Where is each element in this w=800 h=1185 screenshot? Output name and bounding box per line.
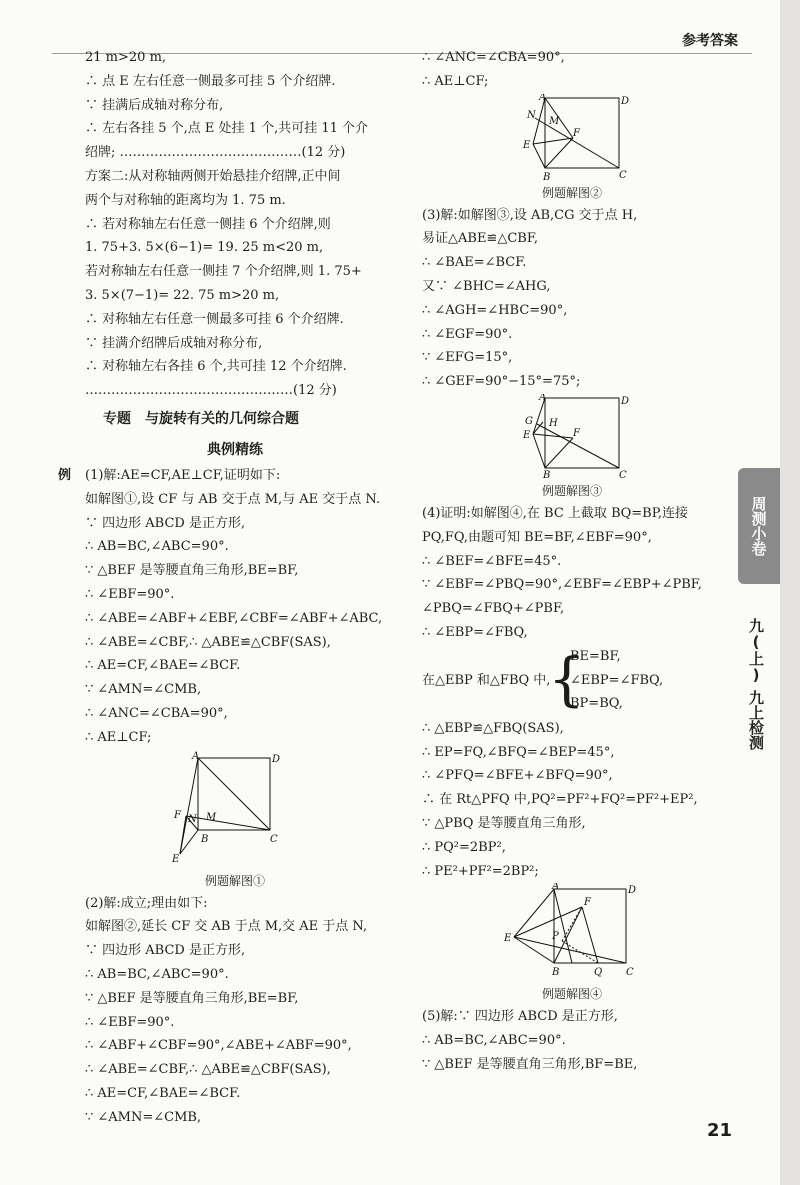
fig1-label: D — [272, 753, 281, 765]
fig4-label: C — [626, 967, 634, 979]
section-title: 专题 与旋转有关的几何综合题 — [103, 410, 299, 427]
text-line: ∴ 若对称轴左右任意一侧挂 6 个介绍牌,则 — [85, 216, 331, 232]
text-line: ∴ ∠EGF=90°. — [422, 326, 513, 342]
fig2-label: E — [523, 139, 531, 151]
fig1-label: F — [174, 809, 181, 821]
page-number: 21 — [707, 1120, 733, 1141]
text-line: ∴ AB=BC,∠ABC=90°. — [422, 1033, 566, 1049]
text-line: ∴ AE⊥CF; — [85, 729, 152, 745]
system-prefix: 在△EBP 和△FBQ 中, — [422, 672, 551, 688]
figure-4-drawing — [502, 883, 642, 983]
system-line: BP=BQ, — [570, 696, 623, 712]
fig3-label: C — [619, 469, 627, 480]
text-line: ∴ AE=CF,∠BAE=∠BCF. — [85, 658, 241, 674]
figure-1 — [85, 750, 385, 892]
fig1-label: C — [270, 833, 278, 845]
text-line: 绍牌; ……………………………………(12 分) — [85, 145, 346, 161]
text-line: ∴ AE⊥CF; — [422, 73, 489, 89]
text-line: (3)解:如解图③,设 AB,CG 交于点 H, — [422, 207, 638, 223]
text-line: ∴ ∠ANC=∠CBA=90°, — [422, 50, 565, 65]
text-line: 又∵ ∠BHC=∠AHG, — [422, 278, 551, 294]
fig2-label: B — [543, 171, 551, 182]
fig3-label: E — [523, 429, 531, 441]
text-line: 若对称轴左右任意一侧挂 7 个介绍牌,则 1. 75+ — [85, 264, 362, 280]
text-line: ∴ ∠ABE=∠CBF,∴ △ABE≌△CBF(SAS), — [85, 634, 331, 650]
figure-3 — [422, 394, 722, 502]
text-line: ∴ PE²+PF²=2BP²; — [422, 863, 539, 879]
text-line: ∵ 挂满后成轴对称分布, — [85, 97, 224, 113]
fig4-label: F — [584, 897, 591, 909]
fig4-label: D — [628, 885, 637, 897]
fig2-label: N — [527, 109, 536, 121]
fig3-label: H — [549, 417, 558, 429]
fig1-label: A — [192, 750, 200, 762]
text-line: 易证△ABE≌△CBF, — [422, 231, 538, 247]
text-line: 两个与对称轴的距离均为 1. 75 m. — [85, 192, 286, 208]
left-lines-c — [85, 892, 385, 1130]
fig1-label: E — [172, 853, 180, 865]
fig3-label: G — [525, 415, 533, 427]
fig2-label: M — [549, 115, 560, 127]
figure-1-drawing — [160, 750, 310, 870]
text-line: 如解图①,设 CF 与 AB 交于点 M,与 AE 交于点 N. — [85, 491, 381, 507]
figure-3-drawing — [507, 394, 637, 480]
fig3-label: F — [573, 427, 580, 439]
page-edge — [780, 0, 800, 1185]
text-line: ∵ △BEF 是等腰直角三角形,BF=BE, — [422, 1056, 638, 1072]
text-line: 21 m>20 m, — [85, 50, 167, 65]
figure-4-caption: 例题解图④ — [541, 987, 602, 1002]
fig3-label: D — [621, 395, 630, 407]
text-line: ∵ ∠EBF=∠PBQ=90°,∠EBF=∠EBP+∠PBF, — [422, 577, 702, 593]
text-line: ∴ AB=BC,∠ABC=90°. — [85, 966, 229, 982]
figure-4 — [422, 883, 722, 1005]
fig3-label: B — [543, 469, 551, 480]
text-line: ∴ 点 E 左右任意一侧最多可挂 5 个介绍牌. — [85, 73, 336, 89]
text-line: ∵ ∠EFG=15°, — [422, 350, 513, 366]
left-lines-b — [85, 464, 385, 750]
example-marker: 例 — [58, 468, 72, 483]
text-line: ∴ PQ²=2BP², — [422, 839, 506, 855]
fig3-label: A — [539, 393, 547, 403]
fig1-label: N — [188, 813, 197, 825]
text-line: PQ,FQ,由题可知 BE=BF,∠EBF=90°, — [422, 529, 652, 545]
text-line: ∴ ∠ABF+∠CBF=90°,∠ABE+∠ABF=90°, — [85, 1038, 352, 1054]
fig1-label: M — [206, 811, 217, 823]
fig4-label: B — [552, 967, 560, 979]
text-line: ∴ EP=FQ,∠BFQ=∠BEP=45°, — [422, 744, 615, 760]
figure-2-drawing — [507, 94, 637, 182]
text-line: 1. 75+3. 5×(6−1)= 19. 25 m<20 m, — [85, 240, 324, 256]
text-line: ∴ ∠BEF=∠BFE=45°. — [422, 553, 562, 569]
fig4-label: E — [504, 933, 512, 945]
text-line: ∵ 四边形 ABCD 是正方形, — [85, 943, 246, 959]
text-line: ∴ ∠ABE=∠CBF,∴ △ABE≌△CBF(SAS), — [85, 1062, 331, 1078]
text-line: ∴ 在 Rt△PFQ 中,PQ²=PF²+FQ²=PF²+EP², — [422, 792, 698, 808]
text-line: ∴ ∠ABE=∠ABF+∠EBF,∠CBF=∠ABF+∠ABC, — [85, 610, 383, 626]
text-line: ∵ 四边形 ABCD 是正方形, — [85, 515, 246, 531]
system-line: ∠EBP=∠FBQ, — [570, 672, 664, 688]
text-line: ∵ ∠AMN=∠CMB, — [85, 682, 202, 698]
text-line: ∴ ∠EBF=90°. — [85, 586, 175, 602]
system-line: BE=BF, — [570, 648, 621, 664]
text-line: ∴ 对称轴左右任意一侧最多可挂 6 个介绍牌. — [85, 311, 344, 327]
text-line: ∴ 左右各挂 5 个,点 E 处挂 1 个,共可挂 11 个介 — [85, 121, 369, 137]
text-line: (2)解:成立;理由如下: — [85, 895, 208, 911]
text-line: ∴ ∠BAE=∠BCF. — [422, 255, 527, 271]
text-line: ∴ 对称轴左右各挂 6 个,共可挂 12 个介绍牌. — [85, 359, 347, 375]
text-line: 如解图②,延长 CF 交 AB 于点 M,交 AE 于点 N, — [85, 919, 368, 935]
text-line: ∴ ∠EBP=∠FBQ, — [422, 624, 528, 640]
equation-system — [422, 645, 722, 717]
fig4-label: A — [552, 883, 560, 893]
figure-1-caption: 例题解图① — [204, 873, 265, 888]
right-column — [422, 46, 722, 1077]
text-line: ∠PBQ=∠FBQ+∠PBF, — [422, 601, 565, 617]
side-text-grade: 九(上) — [747, 618, 765, 684]
text-line: 方案二:从对称轴两侧开始悬挂介绍牌,正中间 — [85, 168, 341, 184]
side-tab[interactable]: 周测小卷 — [738, 468, 780, 584]
text-line: (1)解:AE=CF,AE⊥CF,证明如下: — [85, 467, 281, 483]
left-lines-a — [85, 46, 385, 403]
page-header — [0, 8, 780, 49]
right-lines-e — [422, 1005, 722, 1076]
text-line: 3. 5×(7−1)= 22. 75 m>20 m, — [85, 287, 280, 303]
fig2-label: A — [539, 93, 547, 103]
text-line: ∴ AB=BC,∠ABC=90°. — [85, 539, 229, 555]
header-label: 参考答案 — [682, 33, 738, 49]
text-line: (4)证明:如解图④,在 BC 上截取 BQ=BP,连接 — [422, 505, 688, 521]
fig4-label: Q — [594, 967, 603, 979]
text-line: …………………………………………(12 分) — [85, 383, 337, 399]
fig4-label: P — [552, 931, 559, 943]
section-subtitle: 典例精练 — [207, 441, 263, 458]
text-line: ∵ 挂满介绍牌后成轴对称分布, — [85, 335, 263, 351]
fig2-label: C — [619, 169, 627, 181]
text-line: ∴ ∠AGH=∠HBC=90°, — [422, 302, 568, 318]
text-line: (5)解:∵ 四边形 ABCD 是正方形, — [422, 1009, 618, 1025]
text-line: ∴ ∠ANC=∠CBA=90°, — [85, 705, 228, 721]
right-lines-d — [422, 717, 722, 884]
text-line: ∴ ∠PFQ=∠BFE+∠BFQ=90°, — [422, 768, 613, 784]
right-lines-a — [422, 46, 722, 94]
system-brace: { — [548, 644, 585, 713]
left-column — [85, 46, 385, 1129]
right-lines-b — [422, 204, 722, 394]
fig2-label: F — [573, 127, 580, 139]
text-line: ∴ AE=CF,∠BAE=∠BCF. — [85, 1085, 241, 1101]
figure-3-caption: 例题解图③ — [541, 483, 602, 498]
text-line: ∵ △BEF 是等腰直角三角形,BE=BF, — [85, 563, 299, 579]
text-line: ∴ ∠GEF=90°−15°=75°; — [422, 374, 581, 390]
text-line: ∴ ∠EBF=90°. — [85, 1014, 175, 1030]
fig2-label: D — [621, 95, 630, 107]
right-lines-c — [422, 502, 722, 645]
side-text-exam: 九上检测 — [747, 690, 765, 750]
figure-2 — [422, 94, 722, 204]
text-line: ∴ △EBP≌△FBQ(SAS), — [422, 720, 564, 736]
figure-2-caption: 例题解图② — [541, 185, 602, 200]
fig1-label: B — [201, 833, 209, 845]
text-line: ∵ ∠AMN=∠CMB, — [85, 1109, 202, 1125]
text-line: ∵ △PBQ 是等腰直角三角形, — [422, 815, 586, 831]
text-line: ∵ △BEF 是等腰直角三角形,BE=BF, — [85, 990, 299, 1006]
